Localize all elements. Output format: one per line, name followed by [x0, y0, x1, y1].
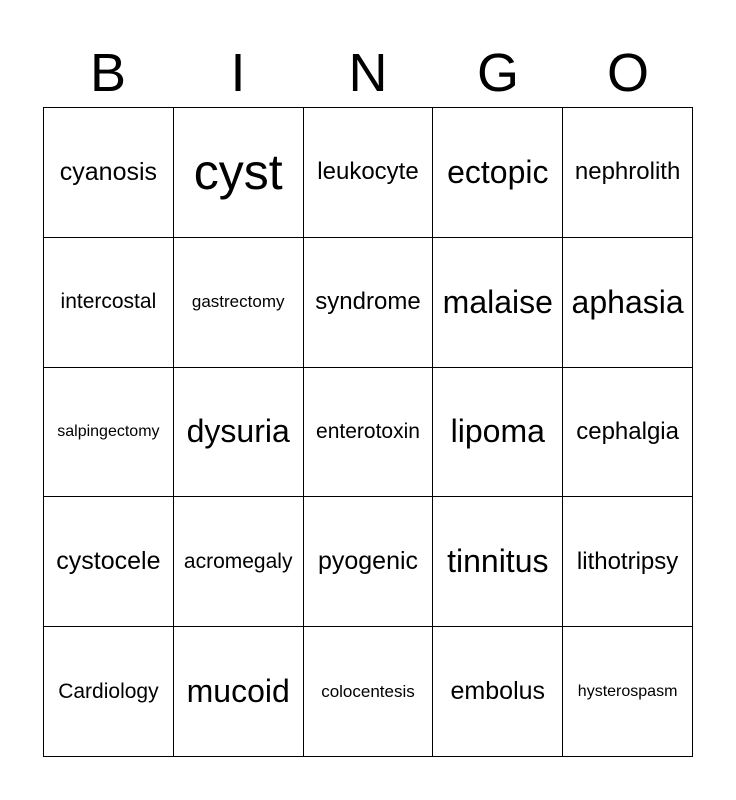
bingo-cell[interactable]: mucoid: [174, 627, 304, 757]
bingo-cell[interactable]: lipoma: [433, 368, 563, 498]
bingo-cell[interactable]: leukocyte: [304, 108, 434, 238]
bingo-cell[interactable]: enterotoxin: [304, 368, 434, 498]
bingo-cell[interactable]: gastrectomy: [174, 238, 304, 368]
bingo-cell[interactable]: cyst: [174, 108, 304, 238]
header-letter-o: O: [606, 43, 649, 103]
bingo-header: [43, 40, 693, 106]
bingo-cell[interactable]: lithotripsy: [563, 497, 693, 627]
bingo-cell[interactable]: acromegaly: [174, 497, 304, 627]
bingo-cell[interactable]: ectopic: [433, 108, 563, 238]
bingo-cell[interactable]: syndrome: [304, 238, 434, 368]
bingo-cell[interactable]: pyogenic: [304, 497, 434, 627]
bingo-cell[interactable]: Cardiology: [44, 627, 174, 757]
bingo-cell[interactable]: colocentesis: [304, 627, 434, 757]
header-letter-n: N: [348, 43, 388, 103]
bingo-cell[interactable]: dysuria: [174, 368, 304, 498]
bingo-cell[interactable]: embolus: [433, 627, 563, 757]
bingo-cell[interactable]: malaise: [433, 238, 563, 368]
bingo-cell[interactable]: aphasia: [563, 238, 693, 368]
bingo-cell[interactable]: cystocele: [44, 497, 174, 627]
bingo-cell[interactable]: cyanosis: [44, 108, 174, 238]
bingo-cell[interactable]: tinnitus: [433, 497, 563, 627]
bingo-cell[interactable]: intercostal: [44, 238, 174, 368]
bingo-board: [43, 107, 693, 757]
header-letter-g: G: [476, 43, 519, 103]
bingo-cell[interactable]: nephrolith: [563, 108, 693, 238]
header-letter-b: B: [89, 43, 127, 103]
bingo-cell[interactable]: salpingectomy: [44, 368, 174, 498]
bingo-cell[interactable]: cephalgia: [563, 368, 693, 498]
bingo-cell[interactable]: hysterospasm: [563, 627, 693, 757]
header-letter-i: I: [230, 43, 246, 103]
